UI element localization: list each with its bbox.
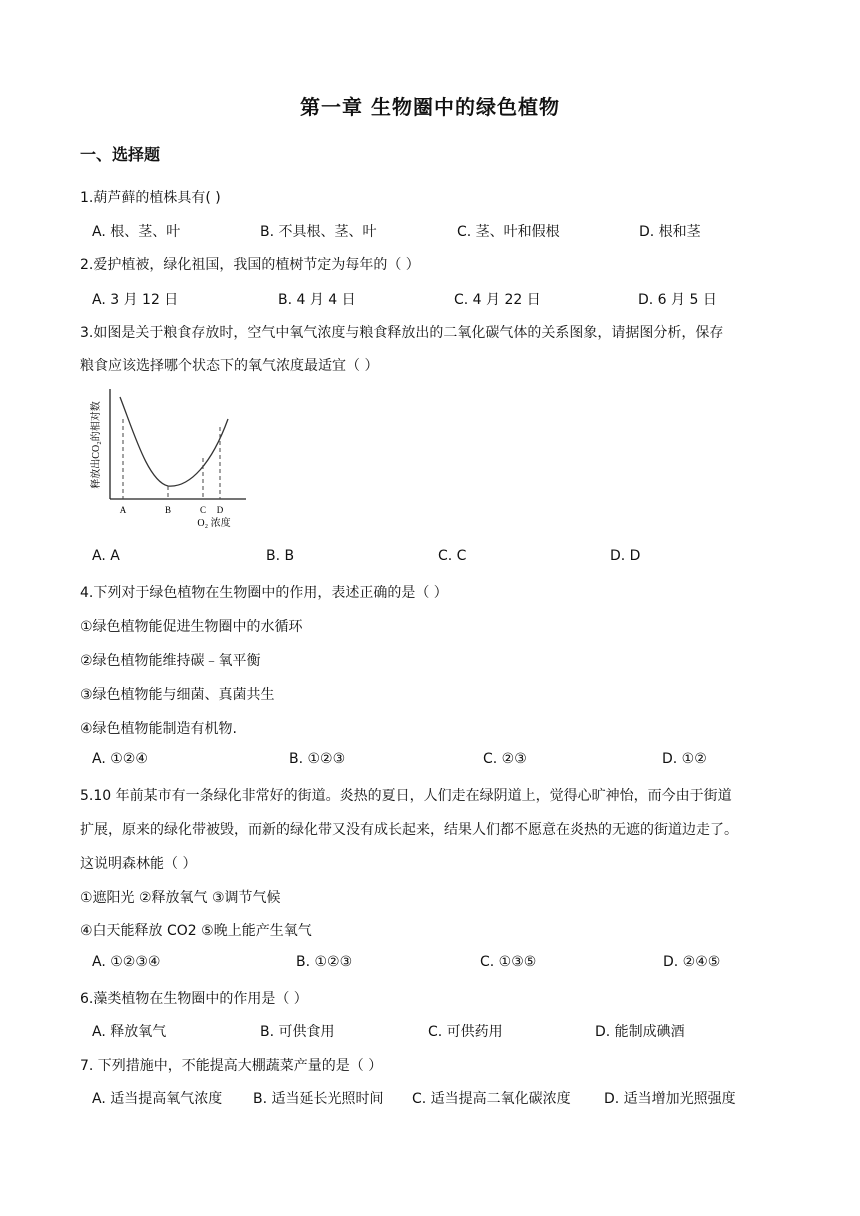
option-b: B. 适当延长光照时间 — [253, 1091, 384, 1107]
question-5-statement-row-2: ④白天能释放 CO2 ⑤晚上能产生氧气 — [80, 923, 312, 939]
option-d: D. 能制成碘酒 — [595, 1024, 685, 1040]
option-c: C. C — [438, 548, 467, 564]
question-1-stem: 1.葫芦藓的植株具有( ) — [80, 190, 221, 206]
question-7-stem: 7. 下列措施中，不能提高大棚蔬菜产量的是（ ） — [80, 1058, 383, 1074]
tick-d: D — [216, 505, 224, 515]
option-b: B. ①②③ — [296, 954, 353, 970]
option-d: D. ①② — [662, 751, 707, 767]
option-a: A. ①②③④ — [92, 954, 161, 970]
tick-b: B — [164, 505, 172, 515]
question-4-statement-3: ③绿色植物能与细菌、真菌共生 — [80, 687, 275, 703]
question-2-options — [92, 289, 792, 309]
option-d: D. 适当增加光照强度 — [604, 1091, 736, 1107]
option-a: A. A — [92, 548, 120, 564]
question-4-statement-2: ②绿色植物能维持碳﹣氧平衡 — [80, 653, 261, 669]
option-c: C. 茎、叶和假根 — [457, 224, 560, 240]
x-axis-label: O₂ 浓度 — [197, 518, 231, 529]
question-3-options — [92, 548, 792, 568]
question-7-options — [92, 1088, 792, 1108]
question-6-stem: 6.藻类植物在生物圈中的作用是（ ） — [80, 991, 308, 1007]
section-heading: 一、选择题 — [80, 145, 161, 164]
option-d: D. 根和茎 — [639, 224, 701, 240]
option-d: D. 6 月 5 日 — [638, 292, 717, 308]
option-c: C. 4 月 22 日 — [454, 292, 541, 308]
option-b: B. 可供食用 — [260, 1024, 335, 1040]
option-b: B. ①②③ — [289, 751, 346, 767]
question-4-options — [92, 751, 792, 771]
question-3-stem-line-2: 粮食应该选择哪个状态下的氧气浓度最适宜（ ） — [80, 358, 379, 374]
option-c: C. ①③⑤ — [480, 954, 537, 970]
option-a: A. 根、茎、叶 — [92, 224, 181, 240]
question-3-stem-line-1: 3.如图是关于粮食存放时，空气中氧气浓度与粮食释放出的二氧化碳气体的关系图象，请据图分析，保存 — [80, 325, 724, 341]
tick-c: C — [199, 505, 207, 515]
question-5-stem-line-1: 5.10 年前某市有一条绿化非常好的街道。炎热的夏日，人们走在绿阴道上，觉得心旷神怡，而今由于街道 — [80, 788, 732, 804]
option-c: C. 适当提高二氧化碳浓度 — [412, 1091, 571, 1107]
y-axis-label: 释放出CO₂的相对数 — [91, 401, 102, 489]
question-4-statement-1: ①绿色植物能促进生物圈中的水循环 — [80, 619, 303, 635]
option-c: C. ②③ — [483, 751, 527, 767]
option-d: D. ②④⑤ — [663, 954, 721, 970]
question-5-stem-line-2: 扩展，原来的绿化带被毁，而新的绿化带又没有成长起来，结果人们都不愿意在炎热的无遮的街道边走了。 — [80, 822, 738, 838]
option-a: A. 适当提高氧气浓度 — [92, 1091, 223, 1107]
option-a: A. 3 月 12 日 — [92, 292, 179, 308]
question-6-options — [92, 1021, 792, 1041]
question-5-stem-line-3: 这说明森林能（ ） — [80, 856, 197, 872]
option-b: B. 4 月 4 日 — [278, 292, 356, 308]
option-d: D. D — [610, 548, 641, 564]
question-5-statement-row-1: ①遮阳光 ②释放氧气 ③调节气候 — [80, 890, 281, 906]
tick-a: A — [119, 505, 127, 515]
graph-curve — [120, 397, 228, 486]
question-1-options — [92, 221, 792, 241]
question-4-statement-4: ④绿色植物能制造有机物. — [80, 721, 238, 737]
option-c: C. 可供药用 — [428, 1024, 503, 1040]
option-a: A. 释放氧气 — [92, 1024, 167, 1040]
question-4-stem: 4.下列对于绿色植物在生物圈中的作用，表述正确的是（ ） — [80, 585, 448, 601]
question-5-options — [92, 954, 792, 974]
co2-oxygen-graph — [86, 383, 256, 533]
option-b: B. 不具根、茎、叶 — [260, 224, 377, 240]
question-2-stem: 2.爱护植被，绿化祖国，我国的植树节定为每年的（ ） — [80, 257, 420, 273]
option-a: A. ①②④ — [92, 751, 148, 767]
document-title: 第一章 生物圈中的绿色植物 — [300, 95, 560, 119]
option-b: B. B — [266, 548, 295, 564]
